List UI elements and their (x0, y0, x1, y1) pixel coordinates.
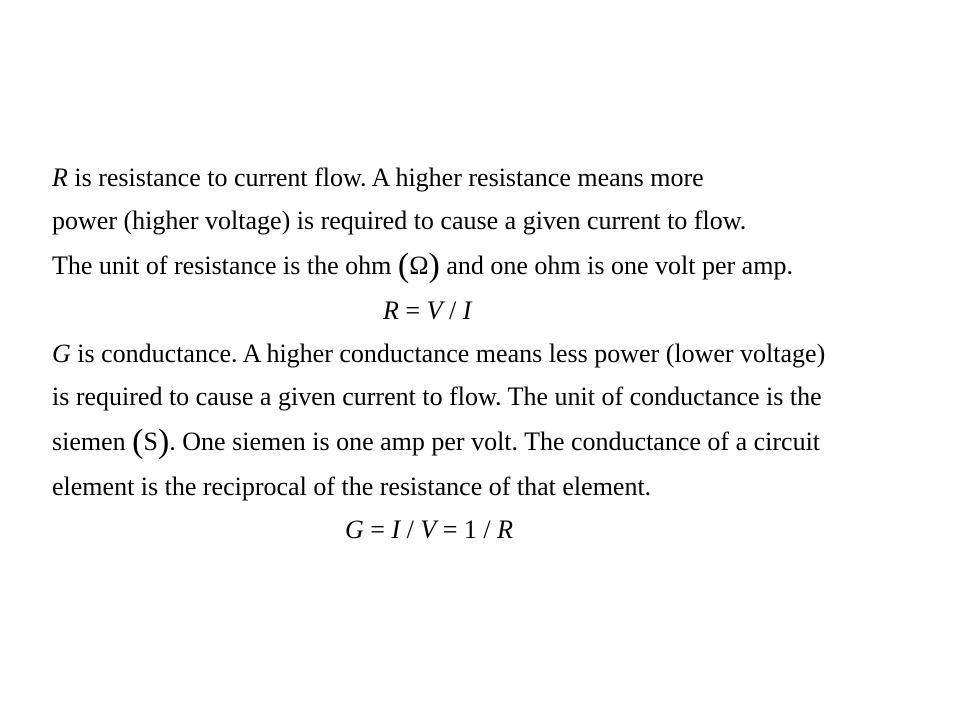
resistance-symbol: R (52, 163, 68, 192)
conductance-line-1 (52, 339, 825, 369)
resistance-line-3-before: The unit of resistance is the ohm (52, 251, 398, 280)
siemen-symbol: S (143, 427, 158, 456)
eq2-divide-2: / (476, 515, 498, 544)
ohms-law-equation (383, 296, 471, 326)
eq2-v: V (420, 515, 437, 544)
eq2-equals-1: = (363, 515, 392, 544)
ohm-symbol: Ω (409, 251, 429, 280)
conductance-line-3: siemen (S). One siemen is one amp per volt. The conductance of a circuit (52, 423, 821, 460)
resistance-line-3-after: and one ohm is one volt per amp. (439, 251, 793, 280)
eq2-i: I (391, 515, 401, 544)
eq1-i: I (462, 296, 472, 325)
resistance-line-1-text: is resistance to current flow. A higher resistance means more (67, 163, 704, 192)
conductance-symbol: G (52, 339, 71, 368)
eq2-divide-1: / (400, 515, 421, 544)
conductance-line-3-after: . One siemen is one amp per volt. The conductance of a circuit (169, 427, 821, 456)
eq2-r: R (497, 515, 514, 544)
resistance-line-2: power (higher voltage) is required to cause a given current to flow. (52, 206, 747, 235)
conductance-line-4: element is the reciprocal of the resistance of that element. (52, 472, 652, 501)
eq2-g: G (345, 515, 364, 544)
eq1-v: V (426, 296, 443, 325)
conductance-line-2: is required to cause a given current to flow. The unit of conductance is the (52, 382, 822, 411)
resistance-line-3: The unit of resistance is the ohm (Ω) and one ohm is one volt per amp. (52, 247, 793, 284)
eq2-one: 1 (463, 515, 477, 544)
conductance-line-1-text: is conductance. A higher conductance means less power (lower voltage) (70, 339, 826, 368)
eq2-equals-2: = (436, 515, 464, 544)
conductance-equation (345, 515, 513, 545)
eq1-divide: / (442, 296, 463, 325)
eq1-r: R (383, 296, 399, 325)
eq1-equals: = (398, 296, 427, 325)
resistance-line-1 (52, 163, 704, 193)
conductance-line-3-before: siemen (52, 427, 133, 456)
